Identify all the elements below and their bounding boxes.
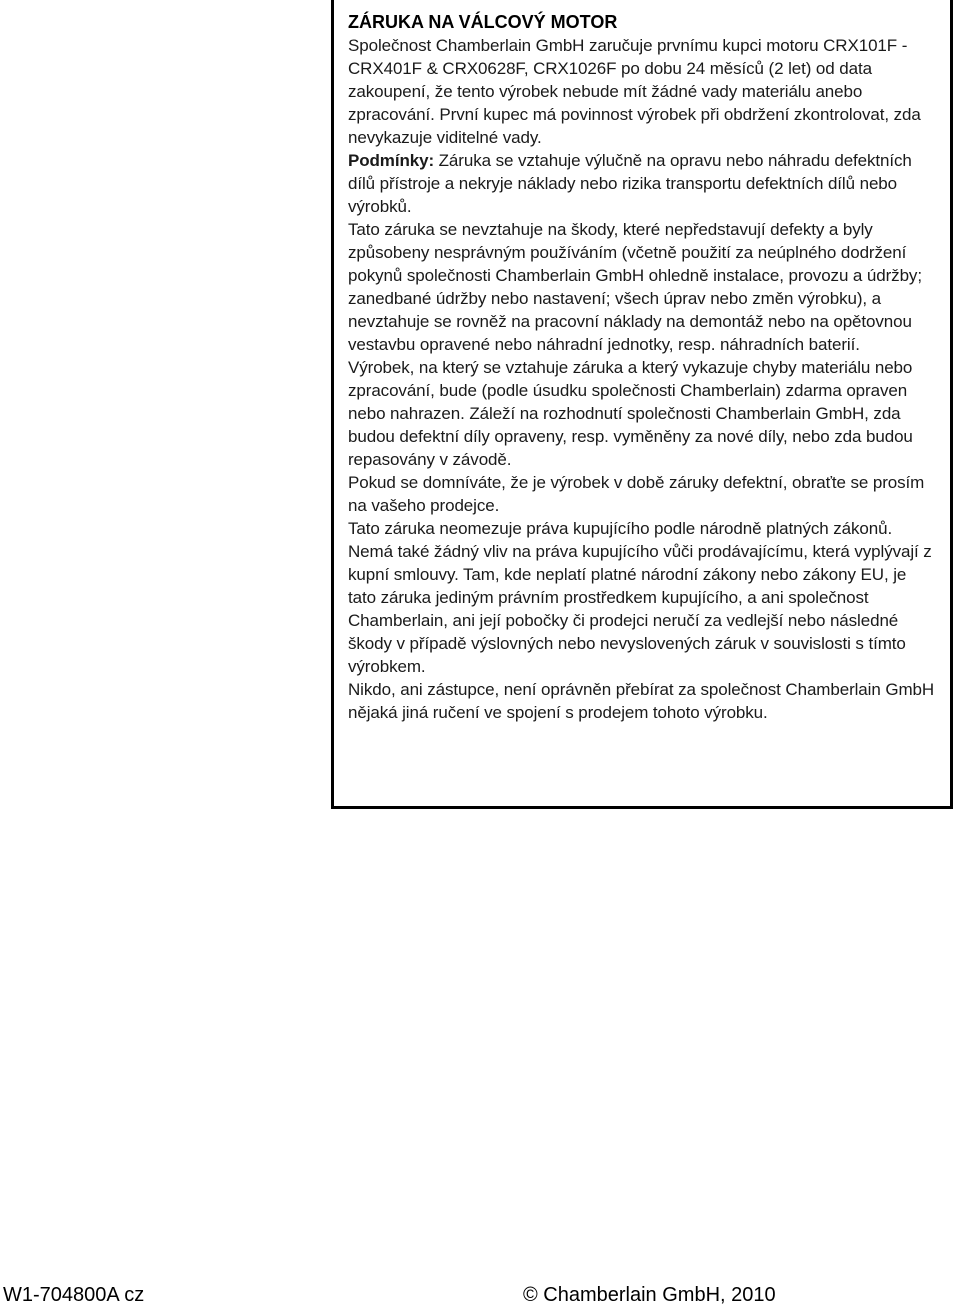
warranty-title: ZÁRUKA NA VÁLCOVÝ MOTOR xyxy=(348,12,618,32)
warranty-paragraph-exclusions: Tato záruka se nevztahuje na škody, které nepředstavují defekty a byly způsobeny nesprávným používáním (včetně použití za neúplného dodržení pokynů společnosti Chamberlain GmbH ohledně instalace, provozu a údržby; zanedbané údržby nebo nastavení; všech úprav nebo změn výrobku), a nevztahuje se rovněž na pracovní náklady na demontáž nebo na opětovnou vestavbu opravené nebo náhradní jednotky, resp. náhradních baterií. xyxy=(348,220,922,354)
warranty-box xyxy=(331,0,953,809)
warranty-paragraph-conditions xyxy=(348,149,936,218)
warranty-paragraph-repair: Výrobek, na který se vztahuje záruka a který vykazuje chyby materiálu nebo zpracování, bude (podle úsudku společnosti Chamberlain) zdarma opraven nebo nahrazen. Záleží na rozhodnutí společnosti Chamberlain GmbH, zda budou defektní díly opraveny, resp. vyměněny za nové díly, nebo zda budou repasovány v závodě. xyxy=(348,358,913,469)
copyright-notice: © Chamberlain GmbH, 2010 xyxy=(523,1284,776,1306)
warranty-paragraph-authority: Nikdo, ani zástupce, není oprávněn přebírat za společnost Chamberlain GmbH nějaká jiná ručení ve spojení s prodejem tohoto výrobku. xyxy=(348,680,935,722)
warranty-paragraph-intro: Společnost Chamberlain GmbH zaručuje prvnímu kupci motoru CRX101F - CRX401F & CRX0628F, CRX1026F po dobu 24 měsíců (2 let) od data zakoupení, že tento výrobek nebude mít žádné vady materiálu anebo zpracování. První kupec má povinnost výrobek při obdržení zkontrolovat, zda nevykazuje viditelné vady. xyxy=(348,36,921,147)
conditions-text: Záruka se vztahuje výlučně na opravu nebo náhradu defektních dílů přístroje a nekryje náklady nebo rizika transportu defektních dílů nebo výrobků. xyxy=(348,151,912,216)
warranty-paragraph-contact: Pokud se domníváte, že je výrobek v době záruky defektní, obraťte se prosím na vašeho prodejce. xyxy=(348,473,925,515)
document-code: W1-704800A cz xyxy=(3,1284,145,1306)
conditions-label: Podmínky: xyxy=(348,151,435,170)
warranty-paragraph-legal: Tato záruka neomezuje práva kupujícího podle národně platných zákonů. Nemá také žádný vliv na práva kupujícího vůči prodávajícímu, která vyplývají z kupní smlouvy. Tam, kde neplatí platné národní zákony nebo zákony EU, je tato záruka jediným právním prostředkem kupujícího, a ani společnost Chamberlain, ani její pobočky či prodejci neručí za vedlejší nebo následné škody v případě výslovných nebo nevyslovených záruk v souvislosti s tímto výrobkem. xyxy=(348,519,932,676)
